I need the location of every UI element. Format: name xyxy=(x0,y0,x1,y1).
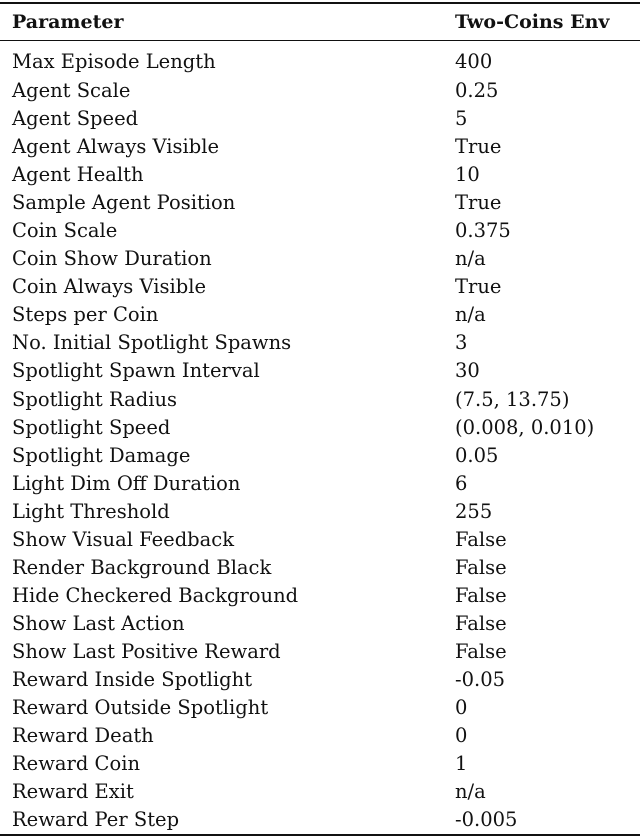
parameter-name-cell: Show Visual Feedback xyxy=(12,527,235,551)
parameter-value-cell: False xyxy=(455,527,507,551)
table-row xyxy=(0,329,640,357)
parameter-value-cell: -0.005 xyxy=(443,806,640,835)
table-row xyxy=(0,666,640,694)
table-row xyxy=(0,638,640,666)
parameter-name-cell: Reward Outside Spotlight xyxy=(12,696,269,720)
parameter-name-cell: Coin Always Visible xyxy=(12,275,206,299)
header-parameter: Parameter xyxy=(0,3,443,41)
table-row xyxy=(0,245,640,273)
parameter-name-cell: Reward Coin xyxy=(12,752,140,776)
table-header-row xyxy=(0,3,640,41)
parameter-value-cell: 5 xyxy=(455,107,468,131)
parameter-value-cell: False xyxy=(455,611,507,635)
parameter-value-cell: 0 xyxy=(455,724,468,748)
table-row xyxy=(0,133,640,161)
parameter-name-cell: Agent Scale xyxy=(12,79,131,102)
parameter-value-cell: 0.25 xyxy=(455,79,499,102)
table-row xyxy=(0,273,640,301)
table-row xyxy=(0,386,640,414)
parameter-name-cell: Max Episode Length xyxy=(12,49,216,73)
parameter-name-cell: Coin Scale xyxy=(12,219,118,243)
parameter-value-cell: n/a xyxy=(455,247,486,271)
parameter-name-cell: Agent Speed xyxy=(12,107,139,131)
parameter-name-cell: Spotlight Radius xyxy=(12,387,178,411)
parameter-value-cell: True xyxy=(455,191,502,215)
parameter-value-cell: 30 xyxy=(455,359,480,383)
table-row xyxy=(0,694,640,722)
header-two-coins-env: Two-Coins Env xyxy=(443,3,640,41)
table-row xyxy=(0,105,640,133)
table-row xyxy=(0,750,640,778)
table-row xyxy=(0,41,640,78)
table-row xyxy=(0,498,640,526)
table-row xyxy=(0,217,640,245)
parameter-value-cell: True xyxy=(455,135,502,159)
table-body xyxy=(0,41,640,836)
parameter-value-cell: (7.5, 13.75) xyxy=(455,387,570,411)
parameter-name-cell: Agent Health xyxy=(12,163,144,187)
parameter-value-cell: -0.05 xyxy=(455,667,506,691)
table-row xyxy=(0,442,640,470)
parameter-name-cell: Coin Show Duration xyxy=(12,247,212,271)
table-row xyxy=(0,301,640,329)
table-row xyxy=(0,526,640,554)
parameter-name-cell: No. Initial Spotlight Spawns xyxy=(12,331,292,355)
table-row xyxy=(0,414,640,442)
parameter-name-cell: Show Last Positive Reward xyxy=(12,639,281,663)
parameter-value-cell: False xyxy=(455,639,507,663)
parameter-value-cell: 0.05 xyxy=(455,443,499,467)
parameter-value-cell: False xyxy=(455,583,507,607)
table-row xyxy=(0,582,640,610)
parameter-name-cell: Light Threshold xyxy=(12,499,170,523)
table-row xyxy=(0,722,640,750)
parameter-value-cell: False xyxy=(455,555,507,579)
parameter-name-cell: Reward Death xyxy=(12,724,154,748)
parameter-value-cell: True xyxy=(455,275,502,299)
table-row xyxy=(0,610,640,638)
parameter-value-cell: 0 xyxy=(455,696,468,720)
table-row xyxy=(0,778,640,806)
parameter-name-cell: Spotlight Spawn Interval xyxy=(12,359,260,383)
parameter-name-cell: Reward Inside Spotlight xyxy=(12,667,253,691)
parameter-name-cell: Show Last Action xyxy=(12,611,185,635)
parameter-value-cell: 3 xyxy=(455,331,468,355)
table-row xyxy=(0,161,640,189)
table-row xyxy=(0,554,640,582)
parameter-name-cell: Steps per Coin xyxy=(12,303,159,327)
table-row xyxy=(0,189,640,217)
parameter-value-cell: 0.375 xyxy=(455,219,511,243)
table-row xyxy=(0,470,640,498)
parameter-value-cell: 10 xyxy=(455,163,480,187)
parameter-value-cell: n/a xyxy=(455,303,486,327)
parameter-value-cell: (0.008, 0.010) xyxy=(455,415,595,439)
parameter-name-cell: Agent Always Visible xyxy=(12,135,220,159)
parameter-value-cell: 6 xyxy=(455,471,468,495)
parameter-value-cell: 255 xyxy=(455,499,493,523)
parameter-name-cell: Sample Agent Position xyxy=(12,191,236,215)
parameter-value-cell: 1 xyxy=(455,752,468,776)
parameter-name-cell: Reward Exit xyxy=(12,780,134,804)
parameter-name-cell: Spotlight Damage xyxy=(12,443,191,467)
table-row xyxy=(0,357,640,385)
parameter-name-cell: Render Background Black xyxy=(12,555,272,579)
table-row xyxy=(0,77,640,105)
parameter-name-cell: Spotlight Speed xyxy=(12,415,171,439)
parameter-value-cell: n/a xyxy=(455,780,486,804)
parameter-name-cell: Hide Checkered Background xyxy=(12,583,299,607)
table-row xyxy=(0,806,640,835)
parameter-table xyxy=(0,2,640,836)
parameter-name-cell: Reward Per Step xyxy=(0,806,443,835)
parameter-value-cell: 400 xyxy=(455,49,493,73)
parameter-name-cell: Light Dim Off Duration xyxy=(12,471,241,495)
